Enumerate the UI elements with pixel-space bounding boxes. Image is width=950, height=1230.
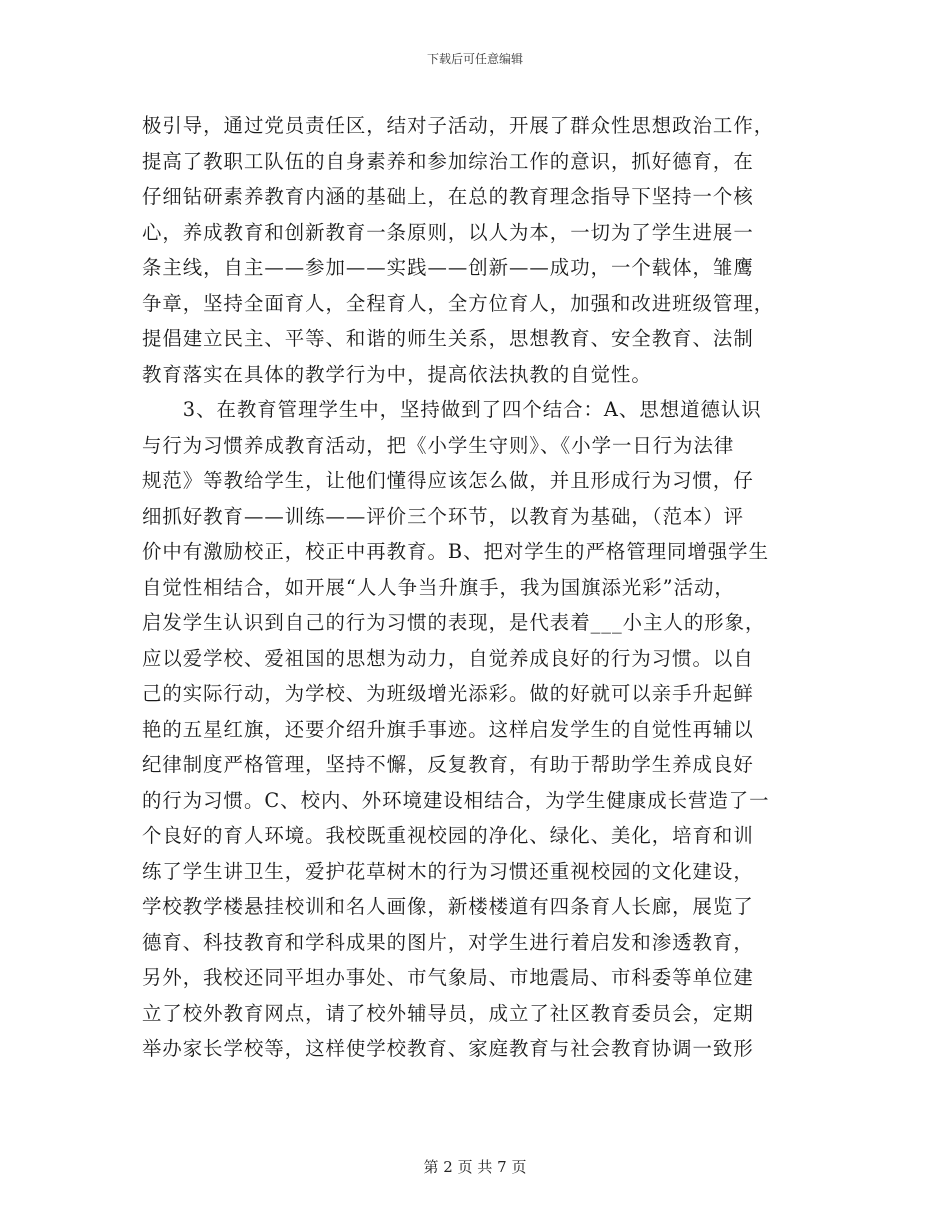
text-line: 提高了教职工队伍的自身素养和参加综治工作的意识，抓好德育，在 xyxy=(142,149,754,173)
text-line: 自觉性相结合，如开展“人人争当升旗手，我为国旗添光彩”活动， xyxy=(142,575,735,599)
text-line: 另外，我校还同平坦办事处、市气象局、市地震局、市科委等单位建 xyxy=(142,966,754,989)
page-number: 第 2 页 共 7 页 xyxy=(423,1158,527,1176)
text-line: 己的实际行动，为学校、为班级增光添彩。做的好就可以亲手升起鲜 xyxy=(142,682,754,705)
text-line: 心，养成教育和创新教育一条原则，以人为本，一切为了学生进展一 xyxy=(142,220,754,244)
text-line: 学校教学楼悬挂校训和名人画像，新楼楼道有四条育人长廊，展览了 xyxy=(142,895,754,918)
text-line: 练了学生讲卫生，爱护花草树木的行为习惯还重视校园的文化建设， xyxy=(142,859,754,883)
text-line: 细抓好教育——训练——评价三个环节，以教育为基础，（范本）评 xyxy=(142,504,745,528)
text-line: 价中有激励校正，校正中再教育。B、把对学生的严格管理同增强学生 xyxy=(142,540,769,563)
text-line: 条主线，自主——参加——实践——创新——成功，一个载体，雏鹰 xyxy=(142,256,754,279)
text-line: 立了校外教育网点，请了校外辅导员，成立了社区教育委员会，定期 xyxy=(142,1001,754,1025)
text-line: 德育、科技教育和学科成果的图片，对学生进行着启发和渗透教育， xyxy=(142,930,754,954)
text-line: 极引导，通过党员责任区，结对子活动，开展了群众性思想政治工作， xyxy=(142,114,775,137)
text-line: 的行为习惯。C、校内、外环境建设相结合，为学生健康成长营造了一 xyxy=(142,788,770,812)
paragraph-start-line: 3、在教育管理学生中，坚持做到了四个结合：A、思想道德认识 xyxy=(142,398,762,421)
text-line: 启发学生认识到自己的行为习惯的表现，是代表着___小主人的形象， xyxy=(142,611,766,634)
text-line: 与行为习惯养成教育活动，把《小学生守则》、《小学一日行为法律 xyxy=(142,433,735,457)
text-line: 个良好的育人环境。我校既重视校园的净化、绿化、美化，培育和训 xyxy=(142,824,754,847)
text-line: 艳的五星红旗，还要介绍升旗手事迹。这样启发学生的自觉性再辅以 xyxy=(142,717,754,741)
text-line: 举办家长学校等，这样使学校教育、家庭教育与社会教育协调一致形 xyxy=(142,1037,754,1060)
text-line: 纪律制度严格管理，坚持不懈，反复教育，有助于帮助学生养成良好 xyxy=(142,753,754,776)
text-line: 规范》等教给学生，让他们懂得应该怎么做，并且形成行为习惯，仔 xyxy=(142,469,754,492)
text-line: 提倡建立民主、平等、和谐的师生关系，思想教育、安全教育、法制 xyxy=(142,327,754,350)
text-line: 争章，坚持全面育人，全程育人，全方位育人，加强和改进班级管理， xyxy=(142,291,775,315)
document-body xyxy=(142,108,806,1067)
text-line: 仔细钻研素养教育内涵的基础上，在总的教育理念指导下坚持一个核 xyxy=(142,185,754,208)
page-header-note: 下载后可任意编辑 xyxy=(426,52,523,66)
text-line: 教育落实在具体的教学行为中，提高依法执教的自觉性。 xyxy=(142,362,652,386)
text-line: 应以爱学校、爱祖国的思想为动力，自觉养成良好的行为习惯。以自 xyxy=(142,646,754,670)
